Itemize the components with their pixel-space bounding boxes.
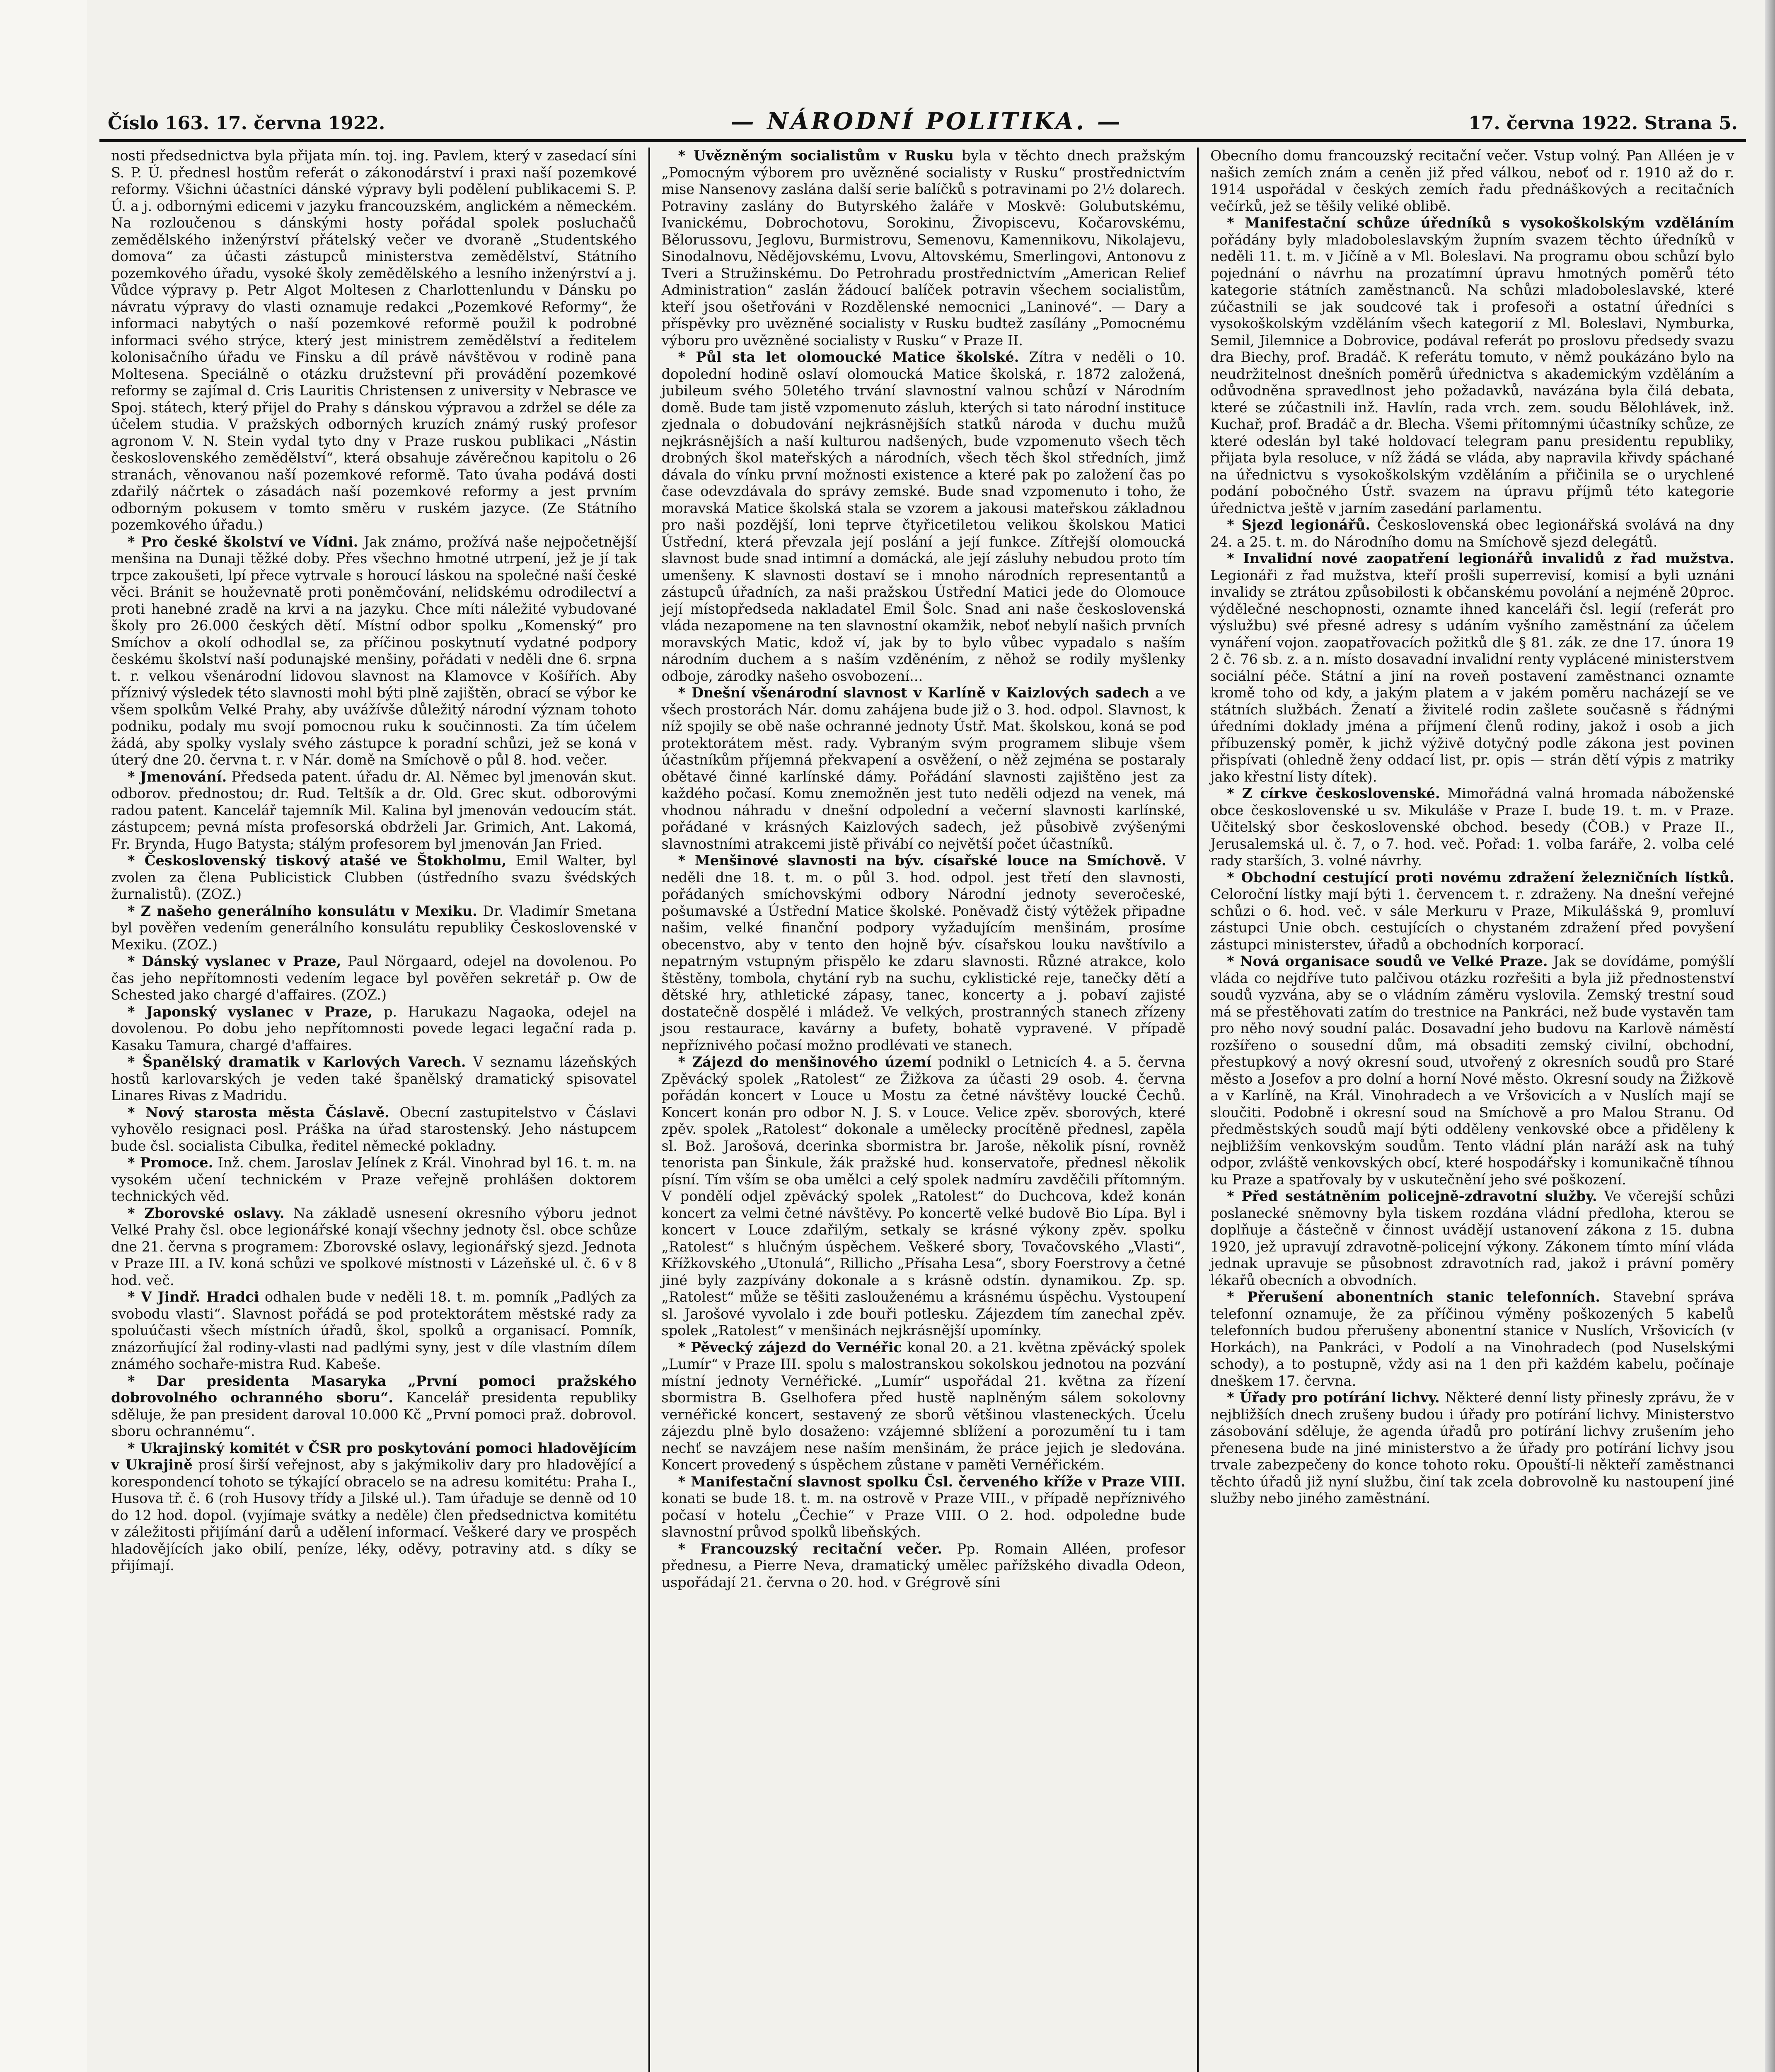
news-item-body: Dr. Vladimír Smetana byl pověřen vedením generálního konsulátu republiky Československé v Mexiku. (ZOZ.): [111, 903, 637, 953]
news-item-body: Inž. chem. Jaroslav Jelínek z Král. Vinohrad byl 16. t. m. na vysokém učení technickém v Praze veřejně prohlášen doktorem technických věd.: [111, 1155, 637, 1204]
news-item-headline: * Zborovské oslavy.: [128, 1205, 285, 1221]
news-item-headline: * Invalidní nové zaopatření legionářů invalidů z řad mužstva.: [1227, 550, 1734, 566]
news-item-body: Československá obec legionářská svolává na dny 24. a 25. t. m. do Národního domu na Smíchově sjezd delegátů.: [1210, 517, 1734, 550]
news-item-headline: * Dánský vyslanec v Praze,: [128, 953, 341, 969]
news-item: [111, 1205, 637, 1289]
news-item: [1210, 517, 1734, 550]
news-item: [111, 148, 637, 534]
news-item-body: konal 20. a 21. května zpěvácký spolek „Lumír“ v Praze III. spolu s malostranskou sokolskou jednotou na pozvání místní jednoty Vernéřické. „Lumír“ uspořádal 21. května za řízení sbormistra B. Gselhofera před hustě naplněným sálem sokolovny vernéřické koncert, sestavený ze sborů většinou vlasteneckých. Úcelu zájezdu plně bylo dosaženo: vzájemné sblížení a porozumění tu i tam nechť se navzájem nese naším menšinám, že práce jejich je sledována. Koncert provedený s úspěchem zůstane v paměti Vernéřickém.: [661, 1339, 1186, 1473]
news-item-body: V seznamu lázeňských hostů karlovarských je veden také španělský dramatický spisovatel Linares Rivas z Madridu.: [111, 1054, 637, 1104]
news-item-headline: * Zájezd do menšinového území: [678, 1054, 932, 1070]
news-item: [662, 685, 1186, 852]
column-2: [648, 148, 1197, 2072]
news-item-headline: * Pro české školství ve Vídni.: [128, 533, 358, 550]
news-item-headline: * Španělský dramatik v Karlových Varech.: [128, 1054, 466, 1070]
page-number: 17. června 1922. Strana 5.: [1468, 113, 1738, 134]
news-item-body: Jak známo, prožívá naše nejpočetnější menšina na Dunaji těžké doby. Přes všechno hmotné utrpení, jež je jí tak trpce zakoušeti, lpí přece vytrvale s horoucí láskou na společné naší české věci. Bránit se houževnatě proti poněmčování, nelidskému odrodilectví a proti hanebné zradě na krvi a na jazyku. Chce míti náležité vybudované školy pro 26.000 českých dětí. Místní odbor spolku „Komenský“ pro Smíchov a okolí odhodlal se, za příčinou poskytnutí vydatné podpory českému školství naší podunajské menšiny, pořádati v neděli dne 6. srpna t. r. velkou všenárodní lidovou slavnost na Klamovce v Košířích. Aby příznivý výsledek této slavnosti mohl býti plně zajištěn, obrací se výbor ke všem spolkům Velké Prahy, aby uvážívše důležitý národní význam tohoto podniku, podaly mu svojí pomocnou ruku k součinnosti. Za tím účelem žádá, aby spolky vyslaly svého zástupce k poradní schůzi, jež se koná v úterý dne 20. června t. r. v Nár. domě na Smíchově o půl 8. hod. večer.: [111, 533, 637, 768]
news-item: [662, 1339, 1186, 1474]
news-item-headline: * Manifestační schůze úředníků s vysokoškolským vzděláním: [1227, 215, 1734, 231]
news-item-body: Jak se dovídáme, pomýšlí vláda co nejdříve tuto palčivou otázku rozřešiti a byla již přednostenství soudů vyzvána, aby se o vládním záměru vyslovila. Zemský trestní soud má se přestěhovati zatím do trestnice na Pankráci, než bude vystavěn tam pro něho nový soudní palác. Dosavadní jeho budovu na Karlově náměstí rozšířeno o sousední dům, má obsaditi zemský civilní, obchodní, přestupkový a nový okresní soud, utvořený z okresních soudů pro Staré město a Josefov a pro dolní a horní Nové město. Okresní soudy na Žižkově a v Karlíně, na Král. Vinohradech a ve Vršovicích a v Nuslích mají se sloučiti. Podobně i okresní soud na Smíchově a pro Malou Stranu. Od předměstských soudů mají býti odděleny venkovské obce a přiděleny k nejbližším venkovským soudům. Tento vládní plán naráží ask na tuhý odpor, zvláště venkovských obcí, které hospodářsky i komunikačně tíhnou ku Praze a spatřovaly by v uskutečnění jeho své poškození.: [1210, 953, 1734, 1188]
news-item-headline: * Pěvecký zájezd do Vernéřic: [678, 1339, 902, 1356]
news-item-headline: * Dnešní všenárodní slavnost v Karlíně v Kaizlových sadech: [678, 685, 1150, 701]
page-margin: [0, 0, 87, 2072]
news-item: [662, 1541, 1186, 1591]
news-item: [111, 1054, 637, 1104]
news-item-body: V neděli dne 18. t. m. o půl 3. hod. odpol. jest třetí den slavnosti, pořádaných smíchovskými odbory Národní jednoty severočeské, pošumavské a Ústřední Matice školské. Poněvadž čistý výtěžek připadne našim, velké finanční podpory vyžadujícím menšinám, prosíme obecenstvo, aby v tento den hojně býv. císařskou louku navštívilo a nepatrným vstupným přispělo ke zdaru slavnosti. Různé atrakce, kolo štěstěny, tombola, chytání ryb na suchu, cyklistické reje, tanečky dětí a dětské hry, athletické zápasy, tanec, koncerty a j. pobaví zajisté dostatečně dospělé i mládež. Ve velkých, prostranných stanech zřízeny jsou restaurace, kavárny a bufety, bohatě vypravené. V případě nepříznivého počasí možno prodlévati ve stanech.: [661, 852, 1186, 1053]
column-3: [1197, 148, 1746, 2072]
news-item-headline: * Půl sta let olomoucké Matice školské.: [678, 349, 1019, 365]
page-edge: [1765, 0, 1775, 2072]
news-item: [111, 1373, 637, 1440]
news-item-body: Některé denní listy přinesly zprávu, že v nejbližších dnech zrušeny budou i úřady pro potírání lichvy. Ministerstvo zásobování sděluje, že agenda úřadů pro potírání lichvy zrušením jeho přenesena bude na jiné ministerstvo a že úřady pro potírání lichvy jsou trvale zabezpečeny do konce tohoto roku. Opouští-li někteří zaměstnanci těchto úřadů již nyní službu, činí tak zcela dobrovolně ku nastoupení jiné služby nebo jiného zaměstnání.: [1210, 1389, 1734, 1506]
news-item: [1210, 1188, 1734, 1289]
news-item-body: Celoroční lístky mají býti 1. červencem t. r. zdraženy. Na dnešní veřejné schůzi o 6. hod. več. v sále Merkuru v Praze, Mikulášská 9, promluví zástupci Unie obch. cestujících o chystaném zdražení před povyšení zástupci ministerstev, úřadů a obchodních korporací.: [1210, 886, 1734, 953]
news-item-body: Stavební správa telefonní oznamuje, že za příčinou výměny poškozených 5 kabelů telefonních budou přerušeny abonentní stanice v Nuslích, Vršovicích (v Horkách), na Pankráci, v Podolí a na Vinohradech (pod Nuselskými schody), a to postupně, vždy asi na 1 den při každém kabelu, počínaje dneškem 17. června.: [1210, 1289, 1734, 1389]
newspaper-title: — NÁRODNÍ POLITIKA. —: [730, 108, 1123, 135]
news-item-headline: * Nový starosta města Čáslavě.: [128, 1104, 389, 1121]
news-item-body: byla v těchto dnech pražským „Pomocným výborem pro uvězněné socialisty v Rusku“ prostřednictvím mise Nansenovy zaslána další serie balíčků s potravinami po 2½ dolarech. Potraviny zaslány do Butyrského žaláře v Moskvě: Golubutskému, Ivanickému, Dobrochotovu, Sorokinu, Živopiscevu, Kočarovskému, Bělorussovu, Jeglovu, Burmistrovu, Semenovu, Kamennikovu, Nikolajevu, Sinodalnovu, Nědějovskému, Lvovu, Altovskému, Smerlingovi, Antonovu z Tveri a Stružinskému. Do Petrohradu prostřednictvím „American Relief Administration“ zaslán žádoucí balíček potravin všechem socialistům, kteří jsou ošetřováni v Rozdělenské nemocnici „Laninové“. — Dary a příspěvky pro uvězněné socialisty v Rusku budtež zasílány „Pomocnému výboru pro uvězněné socialisty v Rusku“ v Praze II.: [661, 148, 1186, 349]
news-item-body: podnikl o Letnicích 4. a 5. června Zpěvácký spolek „Ratolest“ ze Žižkova za účasti 29 osob. 4. června pořádán koncert v Louce u Mostu za četné návštěvy loucké Čechů. Koncert konán pro odbor N. J. S. v Louce. Velice zpěv. sborových, které zpěv. spolek „Ratolest“ dokonale a umělecky procítěně přednesl, zapěla sl. Bož. Jarošová, dcerinka sbormistra br. Jaroše, několik písní, rovněž tenorista pan Šinkule, žák pražské hud. konservatoře, přednesl několik písní. Tím vším se oba umělci a celý spolek nadmíru zavděčili přítomným. V pondělí odjel zpěvácký spolek „Ratolest“ do Duchcova, kdež konán koncert za velmi četné návštěvy. Po koncertě velké budově Bio Lípa. Byl i koncert v Louce zdařilým, setkaly se krásné výkony zpěv. spolku „Ratolest“ s hlučným úspěchem. Veškeré sbory, Tovačovského „Vlasti“, Křížkovského „Utonulá“, Rillicho „Přísaha Lesa“, sbory Foerstrovy a četné jiné byly zazpívány dokonale a s krásně odstín. dynamikou. Zp. sp. „Ratolest“ může se těšiti zaslouženému a krásnému úspěchu. Vystoupení sl. Jarošové vyvolalo i zde bouři potlesku. Zájezdem tím zanechal zpěv. spolek „Ratolest“ v menšinách nejkrásnější upomínky.: [661, 1054, 1186, 1339]
news-item-body: Mimořádná valná hromada náboženské obce československé u sv. Mikuláše v Praze I. bude 19. t. m. v Praze. Učitelský sbor československé obchod. besedy (ČOB.) v Praze II., Jerusalemská ul. č. 7, o 7. hod. več. Pořad: 1. volba faráře, 2. volba celé rady starších, 3. volné návrhy.: [1210, 785, 1734, 869]
news-item: [111, 769, 637, 853]
news-item: [1210, 869, 1734, 954]
news-item: [662, 1054, 1186, 1339]
news-item-body: odhalen bude v neděli 18. t. m. pomník „Padlých za svobodu vlasti“. Slavnost pořádá se pod protektorátem městské rady za spoluúčasti všech místních úřadů, škol, spolků a organisací. Pomník, znázorňující žal rodiny-vlasti nad padlými syny, jest v díle vlastním dílem známého sochaře-mistra Rud. Kabeše.: [111, 1289, 637, 1372]
news-item: [111, 1155, 637, 1205]
news-item: [1210, 550, 1734, 785]
column-1: [99, 148, 648, 2072]
news-item: [111, 1289, 637, 1373]
news-item-headline: * Úřady pro potírání lichvy.: [1227, 1389, 1440, 1406]
news-item-headline: * Dar presidenta Masaryka „První pomoci pražského dobrovolného ochranného sboru“.: [111, 1372, 637, 1406]
news-item-body: Paul Nörgaard, odejel na dovolenou. Po čas jeho nepřítomnosti vedením legace byl pověřen sekretář p. Ow de Schested jako chargé d'affaires. (ZOZ.): [111, 953, 637, 1003]
news-item-body: Legionáři z řad mužstva, kteří prošli superrevisí, komisí a byli uznáni invalidy se ztrátou způsobilosti k občanskému povolání a nejméně 20proc. výdělečné neschopnosti, oznamte ihned kanceláři čsl. legií (referát pro výslužbu) své přesné adresy s udáním vyšního zaměstnání za účelem vynáření vojon. zaopatřovacích požitků dle § 81. zák. ze dne 17. února 19 2 č. 76 sb. z. a n. místo dosavadní invalidní renty vyplácené ministerstvem sociální péče. Státní a jiní na roveň postavení zaměstnanci oznamte kromě toho od kdy, a jakým platem a v jakém poměru nacházejí se ve státních službách. Ženatí a živitelé rodin zašlete současně s řádnými úředními doklady jména a příjmení členů rodiny, jakož i osob a jich příbuzenský poměr, k jichž výživě dotyčný podle zákona jest povinen přispívati (ohledně ženy oddací list, pr. opis — strán dětí výpis z matriky jako křestní listy dítek).: [1210, 567, 1734, 785]
news-item-headline: * Československý tiskový atašé ve Štokholmu,: [128, 852, 507, 869]
news-item-headline: * Ukrajinský komitét v ČSR pro poskytování pomoci hladovějícím v Ukrajině: [111, 1440, 637, 1473]
news-item-headline: * Z našeho generálního konsulátu v Mexiku.: [128, 903, 477, 919]
news-item: [1210, 953, 1734, 1188]
news-item-headline: * Menšinové slavnosti na býv. císařské louce na Smíchově.: [678, 852, 1167, 869]
news-item-headline: * Manifestační slavnost spolku Čsl. červeného kříže v Praze VIII.: [678, 1473, 1186, 1490]
news-item-body: Pp. Romain Alléen, profesor přednesu, a Pierre Neva, dramatický umělec pařížského divadla Odeon, uspořádají 21. června o 20. hod. v Grégrově síni: [661, 1540, 1186, 1590]
news-item-body: prosí širší veřejnost, aby s jakýmikoliv dary pro hladovějící a korespondencí tohoto se týkající obracelo se na adresu komitétu: Praha I., Husova tř. č. 6 (roh Husovy třídy a Jilské ul.). Tam úřaduje se denně od 10 do 12 hod. dopol. (vyjímaje svátky a neděle) člen předsednictva komitétu v záležitosti přijímání darů a udělení informací. Veškeré dary ve prospěch hladovějících jako obilí, peníze, léky, oděvy, potraviny atd. s díky se přijímají.: [111, 1457, 637, 1573]
news-item-headline: * Jmenování.: [128, 768, 227, 785]
page-header: [99, 108, 1746, 142]
news-item-body: Na základě usnesení okresního výboru jednot Velké Prahy čsl. obce legionářské konají všechny jednoty čsl. obce schůze dne 21. června s programem: Zborovské oslavy, legionářský sjezd. Jednota v Praze III. a IV. koná schůzi ve spolkové místnosti v Lázeňské ul. č. 6 v 8 hod. več.: [111, 1205, 637, 1288]
news-item: [1210, 1289, 1734, 1389]
news-item: [1210, 215, 1734, 517]
news-item: [662, 349, 1186, 685]
news-item: [111, 1440, 637, 1574]
news-item: [1210, 1389, 1734, 1507]
news-item-headline: * Sjezd legionářů.: [1227, 517, 1370, 533]
news-item-headline: * Přerušení abonentních stanic telefonních.: [1227, 1289, 1601, 1305]
news-item-headline: * Před sestátněním policejně-zdravotní služby.: [1227, 1188, 1597, 1204]
news-item-body: nosti předsednictva byla přijata mín. toj. ing. Pavlem, který v zasedací síni S. P. Ú. přednesl hostům referát o zákonodárství i praxi naší pozemkové reformy. Všichni účastníci dánské výpravy byli podělení publikacemi S. P. Ú. a j. odbornými edicemi v jazyku francouzském, anglickém a německém. Na rozloučenou s dánskými hosty pořádal spolek posluchačů zemědělského inženýrství přátelský večer ve dvoraně „Studentského domova“ za účasti zástupců ministerstva zemědělství, Státního pozemkového úřadu, vysoké školy zemědělského a lesního inženýrství a j. Vůdce výpravy p. Petr Algot Moltesen z Charlottenlundu v Dánsku po návratu výpravy do vlasti oznamuje redakci „Pozemkové Reformy“, že informaci nabytých o naší pozemkové reformě použil k podrobné informaci svého strýce, který jest ministrem zemědělství a ředitelem kolonisačního úřadu ve Finsku a díl právě návštěvou v rodině pana Moltesena. Speciálně o otázku družstevní při provádění pozemkové reformy se zajímal d. Cris Lauritis Christensen z university v Nebrasce ve Spoj. státech, který přijel do Prahy s dánskou výpravou a zdržel se déle za účelem studia. V pražských odborných kruzích známý ruský profesor agronom V. N. Stein vydal tyto dny v Praze ruskou publikaci „Nástin československého zemědělství“, která obsahuje závěrečnou kapitolu o 26 stranách, věnovanou naší pozemkové reformě. Tato úvaha podává dosti zdařilý náčrtek o zásadách naší pozemkové reformy a jest prvním odborným pokusem v tomto směru v ruském jazyce. (Ze Státního pozemkového úřadu.): [111, 148, 637, 533]
news-item-headline: * Nová organisace soudů ve Velké Praze.: [1227, 953, 1548, 969]
news-item-body: Ve včerejší schůzi poslanecké sněmovny byla tiskem rozdána vládní předloha, kterou se doplňuje a částečně v činnost uvádějí ustanovení zákona z 15. dubna 1920, jež upravují zdravotně-policejní výkony. Zákonem tímto míní vláda jednak upravuje se působnost zdravotních rad, jakož i právní poměry lékařů obecních a obvodních.: [1210, 1188, 1734, 1288]
article-columns: [99, 148, 1746, 2072]
news-item: [111, 1104, 637, 1155]
news-item-headline: * V Jindř. Hradci: [128, 1289, 259, 1305]
issue-number: Číslo 163. 17. června 1922.: [108, 113, 385, 134]
news-item-body: Zítra v neděli o 10. dopolední hodině oslaví olomoucká Matice školská, r. 1872 založená, jubileum svého 50letého trvání slavnostní valnou schůzí v Národním domě. Bude tam jistě vzpomenuto zásluh, kterých si tato národní instituce zjednala o dobudování nejkrásnějších statků národa v duchu mužů nejkrásnějších a naší kulturou nadšených, bude vzpomenuto všech těch drobných škol mateřských a národních, všech těch škol středních, jimž dávala do vínku první možnosti existence a které pak po založení čas po čase odevzdávala do správy zemské. Bude snad vzpomenuto i toho, že moravská Matice školská stala se vzorem a jakousi mateřskou základnou pro naši pozdější, loni teprve čtyřicetiletou velikou školskou Matici Ústřední, která převzala její poslání a její funkce. Zítřejší olomoucká slavnost bude snad intimní a domácká, ale její zásluhy nebudou proto tím umenšeny. K slavnosti dostaví se i mnoho národních representantů a zástupců úřadních, za naši pražskou Ústřední Matici jede do Olomouce její místopředseda nakladatel Emil Šolc. Snad ani naše československá vláda nezapomene na ten slavnostní okamžik, neboť nebylí našich prvních moravských Matic, kdož ví, jak by to bylo vůbec vypadalo s naším národním duchem a s naším vzděnéním, z něhož se rodily myšlenky odboje, zárodky našeho osvobození...: [661, 349, 1186, 684]
news-item-headline: * Obchodní cestující proti novému zdražení železničních lístků.: [1227, 869, 1734, 886]
news-item-body: Obecní zastupitelstvo v Čáslavi vyhovělo resignaci posl. Práška na úřad starostenský. Jeho nástupcem bude čsl. socialista Cibulka, ředitel německé pokladny.: [111, 1104, 637, 1154]
news-item-body: Emil Walter, byl zvolen za člena Publicistick Clubben (ústředního svazu švédských žurnalistů). (ZOZ.): [111, 852, 637, 902]
news-item-headline: * Francouzský recitační večer.: [678, 1540, 942, 1557]
news-item-headline: * Japonský vyslanec v Praze,: [128, 1003, 373, 1020]
news-item: [111, 903, 637, 954]
news-item-body: p. Harukazu Nagaoka, odejel na dovolenou. Po dobu jeho nepřítomnosti povede legaci legační rada p. Kasaku Tamura, chargé d'affaires.: [111, 1003, 637, 1053]
news-item-body: Obecního domu francouzský recitační večer. Vstup volný. Pan Alléen je v našich zemích znám a ceněn již před válkou, neboť od r. 1910 až do r. 1914 uspořádal v českých zemích řadu přednáškových a recitačních večírků, jež se těšily veliké oblibě.: [1210, 148, 1734, 214]
news-item-body: pořádány byly mladoboleslavským župním svazem těchto úředníků v neděli 11. t. m. v Jičíně a v Ml. Boleslavi. Na programu obou schůzí bylo pojednání o návrhu na prozatímní úpravu hmotných poměrů této kategorie státních zaměstnanců. Na schůzi mladoboleslavské, které zúčastnili se jak soudcové tak i profesoři a ostatní úředníci s vysokoškolským vzděláním všech kategorií z Ml. Boleslavi, Nymburka, Semil, Jilemnice a Dobrovice, podával referát po proslovu předsedy svazu dra Biechy, prof. Bradáč. K referátu tomuto, v němž poukázáno bylo na neudržitelnost dnešních poměrů úřednictva s akademickým vzděláním a odůvodněna spravedlnost jeho požadavků, navázána byla čilá debata, které se zúčastnili inž. Havlín, rada vrch. zem. soudu Bělohlávek, inž. Kuchař, prof. Bradáč a dr. Blecha. Všemi přítomnými účastníky schůze, ze které odeslán byl také holdovací telegram panu presidentu republiky, přijata byla resoluce, v níž žádá se vláda, aby napravila křivdy spáchané na úřednictvu s vysokoškolským vzděláním a přičinila se o urychlené podání pobočného Ústř. svazem na úpravu příjmů této kategorie úřednictva ještě v jarním zasedání parlamentu.: [1210, 231, 1734, 516]
news-item: [1210, 785, 1734, 869]
news-item-body: Předseda patent. úřadu dr. Al. Němec byl jmenován skut. odborov. přednostou; dr. Rud. Teltšík a dr. Old. Grec skut. odborovými radou patent. Kancelář tajemník Mil. Kalina byl jmenován vedoucím stát. zástupcem; pevná místa profesorská obdrželi Jar. Grimich, Ant. Lakomá, Fr. Brynda, Hugo Batysta; stálým profesorem byl jmenován Jan Fried.: [111, 768, 637, 852]
news-item-body: a ve všech prostorách Nár. domu zahájena bude již o 3. hod. odpol. Slavnost, k níž spojily se obě naše ochranné jednoty Ústř. Mat. školskou, koná se pod protektorátem měst. rady. Vybraným svým programem slibuje všem účastníkům příjemná překvapení a osvěžení, o něž zejména se postaraly obětavé činné karlínské dámy. Pořádání slavnosti zajištěno jest za každého počasí. Komu znemožněn jest tuto neděli odjezd na venek, má vhodnou náhradu v dnešní odpolední a večerní slavnosti karlínské, pořádané v krásných Kaizlových sadech, jež působivě zvýšenými slavnostními atrakcemi jistě přivábí co největší počet účastníků.: [661, 685, 1186, 852]
news-item-headline: * Z církve československé.: [1227, 785, 1440, 801]
news-item: [111, 534, 637, 769]
news-item-headline: * Promoce.: [128, 1155, 213, 1171]
news-item: [662, 852, 1186, 1054]
news-item-body: konati se bude 18. t. m. na ostrově v Praze VIII., v případě nepříznivého počasí v hotelu „Čechie“ v Praze VIII. O 2. hod. odpoledne bude slavnostní průvod spolků libeňských.: [661, 1490, 1186, 1540]
news-item: [111, 1004, 637, 1054]
news-item: [111, 953, 637, 1004]
news-item-body: Kancelář presidenta republiky sděluje, že pan president daroval 10.000 Kč „První pomoci praž. dobrovol. sboru ochrannému“.: [111, 1389, 637, 1439]
news-item: [111, 852, 637, 903]
news-item: [1210, 148, 1734, 215]
news-item: [662, 148, 1186, 349]
news-item-headline: * Uvězněným socialistům v Rusku: [678, 148, 954, 164]
news-item: [662, 1474, 1186, 1541]
